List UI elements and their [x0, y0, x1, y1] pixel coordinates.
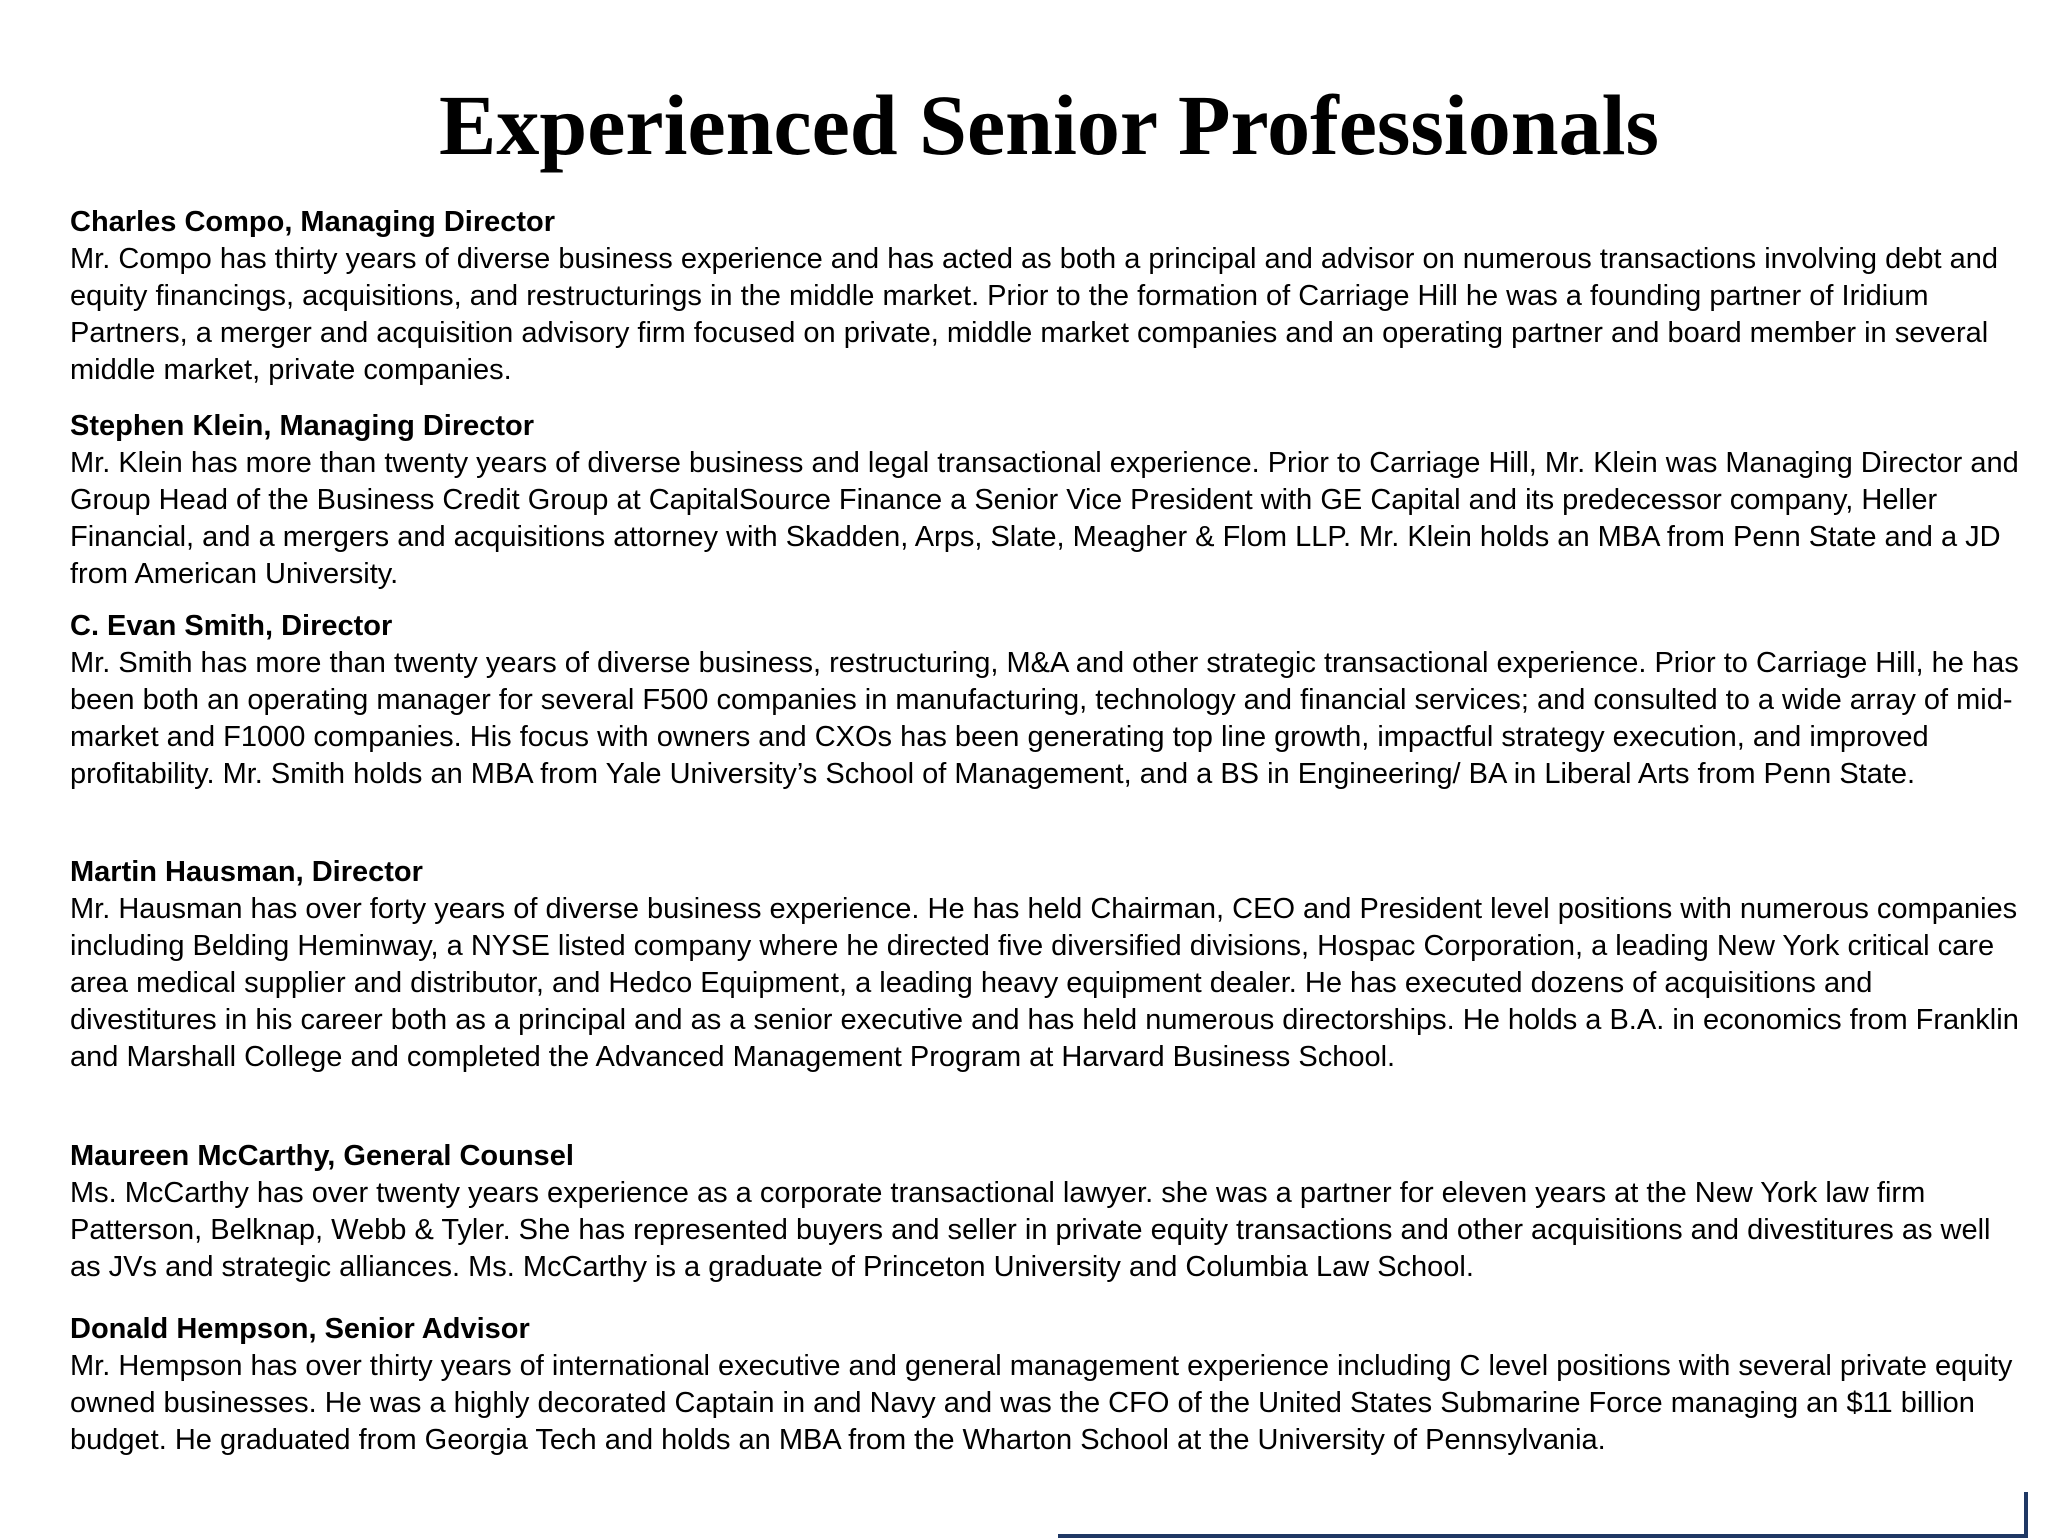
bio-donald-hempson [70, 1311, 2020, 1459]
bio-text: Mr. Hempson has over thirty years of international executive and general management experience including C level positions with several private equity owned businesses. He was a highly decorated Captain in and Navy and was the CFO of the United States Submarine Force managing an $11 billion budget. He graduated from Georgia Tech and holds an MBA from the Wharton School at the University of Pennsylvania. [70, 1350, 2013, 1456]
bio-stephen-klein [70, 408, 2020, 593]
bio-heading: C. Evan Smith, Director [70, 610, 393, 642]
bio-maureen-mccarthy [70, 1138, 2020, 1286]
bio-heading: Charles Compo, Managing Director [70, 206, 556, 238]
bio-heading: Martin Hausman, Director [70, 856, 423, 888]
bio-text: Mr. Hausman has over forty years of diverse business experience. He has held Chairman, CEO and President level positions with numerous companies including Belding Heminway, a NYSE listed company where he directed five diversified divisions, Hospac Corporation, a leading New York critical care area medical supplier and distributor, and Hedco Equipment, a leading heavy equipment dealer. He has executed dozens of acquisitions and divestitures in his career both as a principal and as a senior executive and has held numerous directorships. He holds a B.A. in economics from Franklin and Marshall College and completed the Advanced Management Program at Harvard Business School. [70, 893, 2019, 1073]
bio-heading: Donald Hempson, Senior Advisor [70, 1313, 530, 1345]
frame-corner-rule [2024, 1492, 2028, 1538]
bio-martin-hausman [70, 854, 2020, 1076]
bio-text: Mr. Smith has more than twenty years of diverse business, restructuring, M&A and other strategic transactional experience. Prior to Carriage Hill, he has been both an operating manager for several F500 companies in manufacturing, technology and financial services; and consulted to a wide array of mid-market and F1000 companies. His focus with owners and CXOs has been generating top line growth, impactful strategy execution, and improved profitability. Mr. Smith holds an MBA from Yale University’s School of Management, and a BS in Engineering/ BA in Liberal Arts from Penn State. [70, 647, 2019, 790]
bio-text: Mr. Klein has more than twenty years of diverse business and legal transactional experience. Prior to Carriage Hill, Mr. Klein was Managing Director and Group Head of the Business Credit Group at CapitalSource Finance a Senior Vice President with GE Capital and its predecessor company, Heller Financial, and a mergers and acquisitions attorney with Skadden, Arps, Slate, Meagher & Flom LLP. Mr. Klein holds an MBA from Penn State and a JD from American University. [70, 447, 2019, 590]
page-title: Experienced Senior Professionals [439, 77, 1659, 173]
bio-text: Mr. Compo has thirty years of diverse business experience and has acted as both a principal and advisor on numerous transactions involving debt and equity financings, acquisitions, and restructurings in the middle market. Prior to the formation of Carriage Hill he was a founding partner of Iridium Partners, a merger and acquisition advisory firm focused on private, middle market companies and an operating partner and board member in several middle market, private companies. [70, 243, 1998, 386]
bio-heading: Stephen Klein, Managing Director [70, 410, 535, 442]
bio-charles-compo [70, 204, 2020, 389]
bio-text: Ms. McCarthy has over twenty years experience as a corporate transactional lawyer. she was a partner for eleven years at the New York law firm Patterson, Belknap, Webb & Tyler. She has represented buyers and seller in private equity transactions and other acquisitions and divestitures as well as JVs and strategic alliances. Ms. McCarthy is a graduate of Princeton University and Columbia Law School. [70, 1177, 1991, 1283]
bio-heading: Maureen McCarthy, General Counsel [70, 1140, 574, 1172]
bio-c-evan-smith [70, 608, 2020, 793]
frame-bottom-rule [1058, 1534, 2028, 1538]
